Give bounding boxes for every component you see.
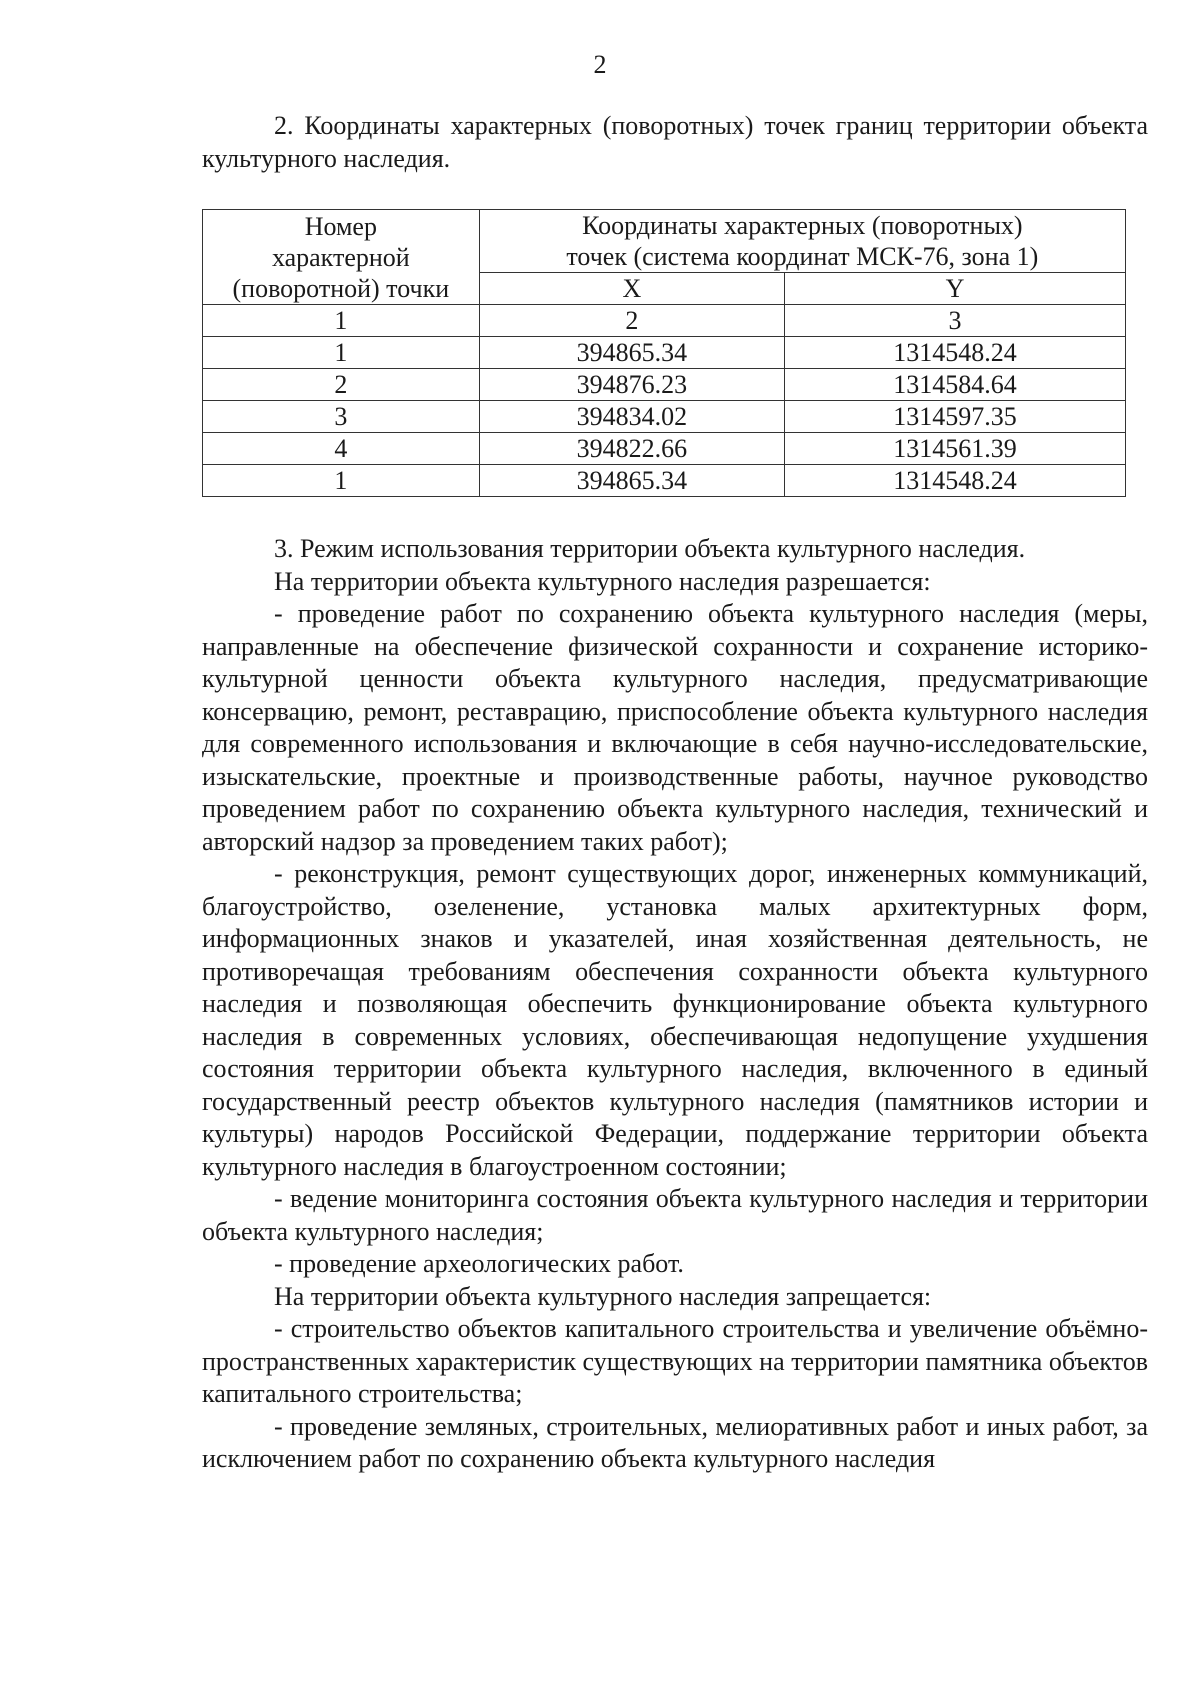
- header-x: X: [479, 273, 784, 305]
- table-cell: 1: [203, 305, 480, 337]
- table-cell: 1314597.35: [785, 401, 1126, 433]
- table-row: [203, 433, 1126, 465]
- table-cell: 1: [203, 337, 480, 369]
- section-3-title: 3. Режим использования территории объекта культурного наследия.: [274, 534, 1026, 563]
- section-2-title: 2. Координаты характерных (поворотных) точек границ территории объекта культурного наследия.: [202, 111, 1148, 173]
- table-row: [203, 369, 1126, 401]
- table-cell: 394865.34: [479, 337, 784, 369]
- table-cell: 3: [203, 401, 480, 433]
- coordinates-table: [202, 209, 1126, 497]
- table-cell: 1314548.24: [785, 465, 1126, 497]
- allowed-item-1: - проведение работ по сохранению объекта культурного наследия (меры, направленные на обеспечение физической сохранности и сохранение историко-культурной ценности объекта культурного наследия, предусматривающие консервацию, ремонт, реставрацию, приспособление объекта культурного наследия для современного использования и включающие в себя научно-исследовательские, изыскательские, проектные и производственные работы, научное руководство проведением работ по сохранению объекта культурного наследия, технический и авторский надзор за проведением таких работ);: [202, 599, 1148, 856]
- table-cell: 2: [479, 305, 784, 337]
- table-cell: 1314561.39: [785, 433, 1126, 465]
- page-number: 2: [593, 50, 607, 79]
- table-header-row: [203, 210, 1126, 273]
- table-cell: 394834.02: [479, 401, 784, 433]
- prohibited-item-1: - строительство объектов капитального строительства и увеличение объёмно-пространственных характеристик существующих на территории памятника объектов капитального строительства;: [202, 1314, 1148, 1408]
- table-index-row: [203, 305, 1126, 337]
- table-cell: 1314548.24: [785, 337, 1126, 369]
- table-cell: 2: [203, 369, 480, 401]
- prohibited-intro: На территории объекта культурного наследия запрещается:: [274, 1281, 932, 1311]
- table-row: [203, 465, 1126, 497]
- allowed-item-4: - проведение археологических работ.: [274, 1249, 684, 1278]
- document-body: [202, 110, 1148, 1476]
- table-cell: 1: [203, 465, 480, 497]
- header-y: Y: [785, 273, 1126, 305]
- table-cell: 394822.66: [479, 433, 784, 465]
- table-cell: 394865.34: [479, 465, 784, 497]
- allowed-intro: На территории объекта культурного наследия разрешается:: [274, 566, 931, 596]
- allowed-item-3: - ведение мониторинга состояния объекта культурного наследия и территории объекта культурного наследия;: [202, 1184, 1148, 1246]
- table-row: [203, 337, 1126, 369]
- table-cell: 394876.23: [479, 369, 784, 401]
- table-cell: 1314584.64: [785, 369, 1126, 401]
- table-row: [203, 401, 1126, 433]
- prohibited-item-2: - проведение земляных, строительных, мелиоративных работ и иных работ, за исключением работ по сохранению объекта культурного наследия: [202, 1411, 1148, 1473]
- allowed-item-2: - реконструкция, ремонт существующих дорог, инженерных коммуникаций, благоустройство, озеленение, установка малых архитектурных форм, информационных знаков и указателей, иная хозяйственная деятельность, не противоречащая требованиям обеспечения сохранности объекта культурного наследия и позволяющая обеспечить функционирование объекта культурного наследия в современных условиях, обеспечивающая недопущение ухудшения состояния территории объекта культурного наследия, включенного в единый государственный реестр объектов культурного наследия (памятников истории и культуры) народов Российской Федерации, поддержание территории объекта культурного наследия в благоустроенном состоянии;: [202, 859, 1148, 1181]
- header-point-number: Номер характерной (поворотной) точки: [203, 210, 480, 305]
- section-3: [202, 533, 1148, 1476]
- header-coordinates: Координаты характерных (поворотных) точек (система координат МСК-76, зона 1): [479, 210, 1125, 273]
- table-cell: 3: [785, 305, 1126, 337]
- table-cell: 4: [203, 433, 480, 465]
